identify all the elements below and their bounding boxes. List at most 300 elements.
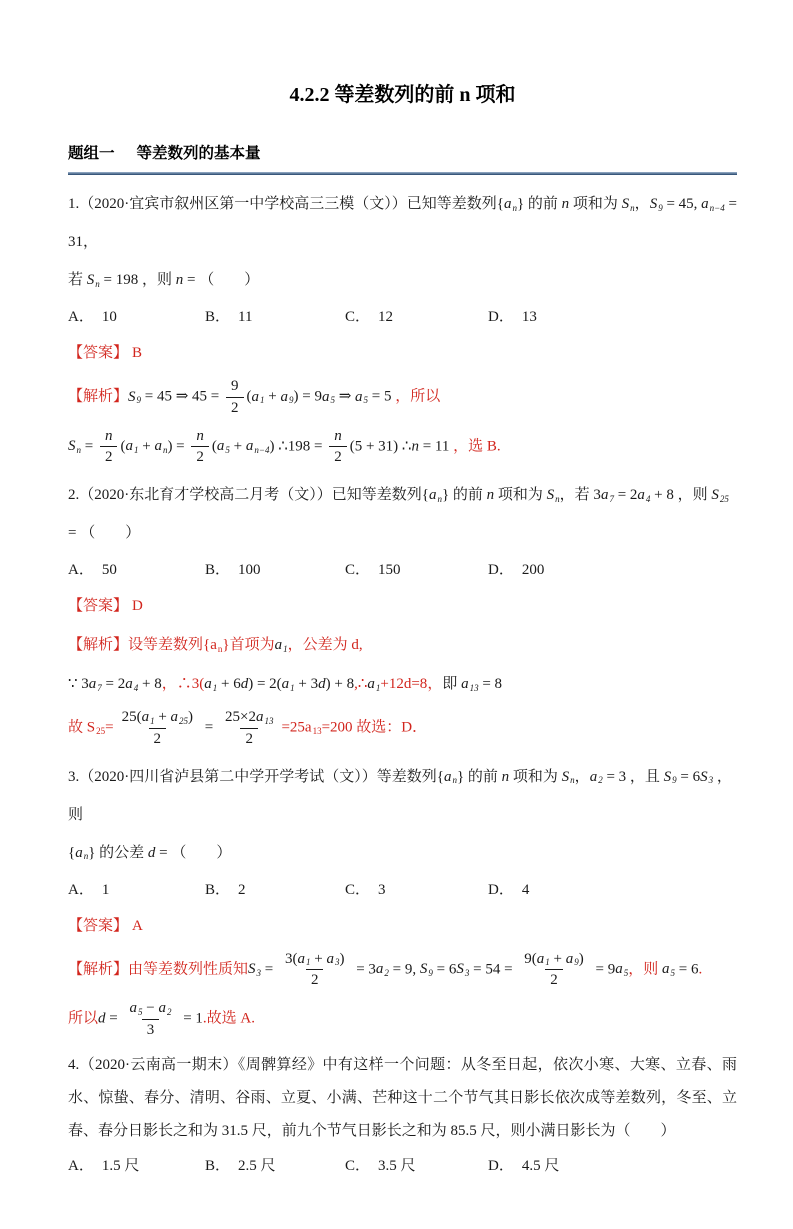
option-label: C．	[345, 562, 371, 578]
subscript: 3	[256, 967, 262, 978]
option-B	[205, 552, 345, 589]
text-run: ) + 8	[325, 676, 355, 692]
text-run: =200 故选：D．	[321, 719, 428, 736]
section-header	[68, 141, 737, 163]
text-run: 9(	[524, 950, 537, 967]
option-C	[345, 299, 488, 336]
text-run: $S_9$	[663, 768, 677, 786]
text-run: + 6	[217, 676, 241, 692]
analysis-line	[68, 427, 737, 468]
text-run: (5 + 31) ∴	[349, 438, 412, 455]
fraction-numerator	[280, 950, 349, 970]
text-run: $a_1$	[536, 950, 550, 968]
text-run: $a_5$	[321, 388, 335, 406]
problem-1	[68, 185, 737, 467]
text-run: 2.（2020·东北育才学校高二月考（文））已知等差数列{	[68, 487, 429, 503]
subscript: 2	[166, 1006, 172, 1017]
fraction-denominator	[329, 446, 347, 467]
subscript: 1	[133, 444, 139, 455]
text-run: $a_1$	[125, 438, 139, 455]
text-run: ，	[427, 676, 443, 692]
subscript: 9	[658, 202, 663, 213]
text-run: ，公差为 d,	[287, 637, 363, 653]
text-run: n	[175, 272, 184, 288]
subscript: 13	[469, 682, 479, 693]
text-run: $a_2$	[158, 1000, 172, 1017]
analysis-line	[68, 669, 737, 699]
subscript: 1	[260, 395, 265, 406]
option-B	[205, 872, 345, 909]
text-run: $a_5$	[129, 1000, 143, 1017]
answer-line	[68, 909, 737, 943]
text-run: ∵ 3	[68, 676, 89, 692]
subscript: 9	[288, 395, 294, 406]
text-run: $a_1$	[274, 637, 288, 654]
text-run: =25a	[281, 719, 312, 736]
text-run: $a_n$	[154, 438, 168, 455]
text-run: $S_3$	[700, 768, 714, 786]
subscript: 25	[179, 715, 189, 726]
option-D	[488, 552, 737, 589]
option-value: 4.5 尺	[521, 1157, 560, 1174]
answer-line	[68, 336, 737, 370]
text-run: 3.（2020·四川省泸县第二中学开学考试（文））等差数列{	[68, 768, 444, 785]
text-run: (	[211, 438, 217, 455]
text-run: $a_5$	[658, 961, 675, 978]
subscript: 1	[290, 682, 295, 693]
subscript: n	[512, 202, 517, 213]
text-run: ⇒	[334, 388, 356, 405]
text-run: 25×2	[225, 709, 256, 725]
option-A	[68, 552, 205, 589]
text-run: +	[154, 709, 171, 725]
subscript: 5	[670, 967, 675, 978]
text-run: =	[81, 438, 97, 455]
text-run: +12d=8	[380, 676, 428, 692]
text-run: + 8	[138, 676, 162, 692]
text-run: n	[501, 768, 510, 785]
subscript: n	[437, 493, 442, 504]
text-run: =	[105, 719, 114, 736]
answer-line	[68, 589, 737, 623]
answer-value: D	[132, 598, 143, 614]
option-label: A．	[68, 309, 94, 325]
options-row	[68, 872, 737, 909]
text-run: 2	[245, 730, 253, 747]
fraction-numerator	[329, 427, 347, 447]
subscript: 2	[598, 775, 603, 786]
text-run: d	[98, 1010, 106, 1027]
text-run: = 198 ，则	[99, 272, 176, 288]
text-run: $S_n$	[86, 272, 100, 289]
text-run: $a_{13}$	[255, 709, 274, 726]
option-label: C．	[345, 309, 371, 325]
option-label: B．	[205, 1157, 231, 1174]
text-run: $a_4$	[125, 676, 139, 693]
text-run: n	[561, 196, 570, 212]
subscript: 3	[464, 967, 470, 978]
subscript: 13	[264, 715, 274, 726]
text-run: = 5	[368, 388, 392, 405]
text-run: ，则	[628, 961, 659, 978]
text-run: 2	[310, 972, 319, 989]
text-run: 25(	[121, 709, 142, 725]
text-run: 2	[550, 972, 558, 989]
option-value: 1	[101, 881, 110, 898]
text-run: =	[261, 961, 277, 978]
text-run: 2	[334, 449, 342, 466]
text-run: = 3 ，且	[602, 768, 664, 785]
subscript: n	[95, 278, 100, 289]
text-run: = 11	[418, 438, 450, 455]
subscript: 5	[137, 1006, 143, 1017]
text-run: $a_1$	[367, 676, 381, 693]
option-A	[68, 872, 205, 909]
text-run: $S_9$	[128, 388, 142, 406]
text-run: }首项为	[222, 637, 275, 653]
fraction-denominator	[545, 969, 563, 990]
option-D	[488, 872, 737, 909]
subscript: 5	[330, 395, 335, 406]
text-run: $a_5$	[216, 438, 230, 455]
option-label: D．	[488, 309, 514, 325]
option-D	[488, 1148, 737, 1185]
text-run: 【解析】设等差数列{	[68, 637, 211, 653]
text-run: $a_9$	[280, 388, 294, 406]
answer-tag: 【答案】	[68, 917, 129, 934]
fraction-denominator	[306, 969, 324, 990]
text-run: ，所以	[391, 388, 441, 405]
text-run: +	[549, 950, 566, 967]
answer-tag: 【答案】	[68, 345, 129, 361]
text-run: $S_3$	[456, 961, 470, 978]
text-run: $a_5$	[355, 388, 369, 406]
answer-value: A	[132, 917, 143, 934]
text-run: ,∴	[354, 676, 368, 692]
text-run: = 45 ⇒ 45 =	[141, 388, 224, 405]
fraction	[329, 427, 347, 468]
fraction-denominator	[149, 728, 167, 749]
text-run: } 的前	[456, 768, 502, 785]
text-run: $a_4$	[637, 487, 651, 504]
subscript: 5	[363, 395, 369, 406]
subscript: n	[83, 851, 89, 862]
text-run: 项和为	[509, 768, 562, 785]
text-run: = 6	[676, 768, 701, 785]
fraction-denominator	[191, 446, 209, 467]
text-run: $a_9$	[565, 950, 579, 968]
text-run: )	[188, 709, 194, 725]
option-label: D．	[488, 1157, 514, 1174]
text-run: n	[334, 427, 342, 444]
text-run: .故选 A.	[202, 1010, 256, 1027]
text-run: n	[196, 427, 204, 444]
analysis-line	[68, 630, 737, 660]
text-run: = 2	[613, 487, 638, 503]
text-run: = 1	[179, 1010, 203, 1027]
text-run: = 45,	[662, 196, 702, 212]
text-run: = 31，	[68, 196, 737, 250]
text-run: = 9,	[388, 961, 420, 978]
subscript: 1	[375, 682, 381, 693]
subscript: n−4	[254, 444, 270, 455]
option-label: B．	[205, 309, 231, 325]
text-run: $a_n$	[443, 768, 457, 786]
text-run: ，∴3(	[161, 676, 205, 692]
text-run: $S_n$	[68, 438, 81, 455]
option-value: 3.5 尺	[378, 1157, 416, 1174]
subscript: 3	[708, 775, 714, 786]
text-run: 2	[196, 449, 204, 466]
analysis-line	[68, 999, 737, 1040]
text-run: $S_9$	[649, 196, 663, 213]
text-run: 若	[68, 272, 87, 288]
text-run: + 8 ，则	[650, 487, 712, 503]
problem-stem-line	[68, 758, 737, 834]
problem-stem-line	[68, 1049, 737, 1148]
text-run: $S_n$	[561, 768, 575, 786]
option-value: 4	[521, 881, 530, 898]
text-run: −	[142, 1000, 159, 1016]
option-label: A．	[68, 881, 94, 898]
page-title: 4.2.2 等差数列的前 n 项和	[289, 84, 516, 106]
text-run: (	[246, 388, 252, 405]
fraction-numerator	[100, 427, 118, 447]
subscript: 25	[719, 493, 729, 504]
problem-4	[68, 1049, 737, 1185]
fraction	[124, 999, 176, 1040]
option-value: 10	[101, 309, 117, 325]
fraction-numerator	[117, 708, 198, 728]
options-row	[68, 1148, 737, 1185]
subscript: 4	[133, 682, 139, 693]
subscript: 9	[672, 775, 677, 786]
option-value: 2.5 尺	[238, 1157, 276, 1174]
text-run: $a_1$	[297, 950, 311, 968]
option-label: D．	[488, 562, 514, 578]
text-run: 即	[442, 676, 462, 692]
option-value: 12	[378, 309, 394, 325]
option-value: 3	[378, 881, 386, 898]
fraction-numerator	[519, 950, 588, 970]
fraction-denominator	[142, 1019, 160, 1040]
text-run: $a_{n-4}$	[701, 196, 725, 213]
fraction-numerator	[226, 377, 244, 397]
text-run: $a_n$	[503, 196, 517, 213]
option-C	[345, 552, 488, 589]
text-run: 项和为	[494, 487, 547, 503]
option-label: B．	[205, 881, 231, 898]
option-value: 13	[521, 309, 537, 325]
text-run: = 6	[674, 961, 699, 978]
option-value: 100	[238, 562, 261, 578]
text-run: 2	[231, 399, 239, 416]
analysis-line	[68, 950, 737, 991]
text-run: =	[105, 1010, 122, 1027]
text-run: 9	[231, 378, 239, 394]
text-run: = 3	[352, 961, 376, 978]
text-run: d	[147, 844, 156, 861]
text-run: 项和为	[569, 196, 622, 212]
option-value: 200	[521, 562, 545, 578]
text-run: ，	[634, 196, 650, 212]
fraction-denominator	[240, 728, 258, 749]
problems-container	[68, 185, 737, 1185]
text-run: = （ ）	[68, 525, 141, 541]
subscript: n	[76, 444, 81, 455]
text-run: 【解析】由等差数列性质知	[68, 961, 249, 978]
text-run: (	[120, 438, 126, 455]
option-label: C．	[345, 881, 371, 898]
text-run: 2	[153, 730, 162, 747]
option-value: 50	[101, 562, 117, 578]
text-run: +	[138, 438, 155, 455]
section-title: 等差数列的基本量	[136, 145, 261, 162]
subscript: n	[630, 202, 635, 213]
option-A	[68, 299, 205, 336]
text-run: $S_n$	[621, 196, 635, 213]
fraction-numerator	[220, 708, 278, 728]
text-run: .	[698, 961, 703, 978]
text-run: 3	[146, 1021, 155, 1038]
text-run: $a_2$	[589, 768, 603, 786]
text-run: = （ ）	[183, 272, 260, 288]
analysis-line	[68, 377, 737, 418]
text-run: $a_n$	[210, 637, 223, 654]
text-run: ) = 9	[293, 388, 322, 405]
option-D	[488, 299, 737, 336]
text-run: = 6	[432, 961, 457, 978]
subscript: 1	[545, 957, 550, 968]
text-run: = 8	[478, 676, 503, 692]
text-run: = （ ）	[155, 844, 232, 861]
text-run: ) =	[167, 438, 189, 455]
text-run: ，则	[68, 768, 732, 823]
text-run: } 的前	[441, 487, 487, 503]
subscript: n	[570, 775, 575, 786]
text-run: = 9	[591, 961, 616, 978]
subscript: 1	[212, 682, 218, 693]
text-run: +	[264, 388, 281, 405]
text-run: $a_2$	[375, 961, 389, 978]
text-run: } 的前	[516, 196, 562, 212]
option-label: B．	[205, 562, 231, 578]
text-run: d	[240, 676, 249, 692]
subscript: 2	[384, 967, 389, 978]
text-run: $a_3$	[326, 950, 340, 968]
text-run	[312, 720, 322, 736]
text-run: $a_n$	[75, 844, 89, 862]
fraction	[191, 427, 209, 468]
text-run: {	[68, 844, 76, 861]
fraction	[220, 708, 278, 749]
subscript: 7	[97, 682, 102, 693]
fraction-numerator	[124, 999, 176, 1019]
text-run: n	[411, 438, 419, 455]
fraction	[280, 950, 349, 991]
subscript: 25	[96, 726, 106, 737]
text-run: 2	[104, 449, 113, 466]
options-row	[68, 299, 737, 336]
answer-value: B	[132, 345, 143, 361]
option-value: 1.5 尺	[101, 1157, 140, 1174]
section-label: 题组一	[68, 145, 115, 162]
problem-2	[68, 476, 737, 749]
subscript: 3	[334, 957, 340, 968]
options-row	[68, 552, 737, 589]
fraction-numerator	[191, 427, 209, 447]
subscript: 1	[305, 957, 311, 968]
fraction	[117, 708, 198, 749]
text-run: 4.（2020·云南高一期末）《周髀算经》中有这样一个问题：从冬至日起，依次小寒、大寒、立春、雨水、惊蛰、春分、清明、谷雨、立夏、小满、芒种这十二个节气其日影长依次成等差数列，冬至、立春、春分日影长之和为 31.5 尺，前九个节气日影长之和为 85.5 尺，则小满日影长为（ ）	[68, 1056, 737, 1139]
subscript: n	[452, 775, 457, 786]
option-C	[345, 1148, 488, 1185]
text-run: $a_{25}$	[170, 709, 189, 726]
text-run: 3(	[284, 950, 298, 967]
text-run: $a_1$	[141, 709, 155, 726]
text-run: ，选 B.	[449, 438, 501, 455]
subscript: n	[162, 444, 168, 455]
option-value: 11	[238, 309, 253, 325]
text-run: $a_1$	[251, 388, 265, 406]
fraction	[226, 377, 244, 418]
text-run: 【解析】	[68, 388, 129, 405]
subscript: 7	[609, 493, 614, 504]
fraction-denominator	[226, 397, 244, 418]
problem-stem-line	[68, 261, 737, 299]
fraction-denominator	[100, 446, 118, 467]
problem-stem-line	[68, 185, 737, 261]
problem-3	[68, 758, 737, 1040]
text-run: d	[318, 676, 326, 692]
problem-stem-line	[68, 834, 737, 872]
text-run: $a_1$	[204, 676, 218, 693]
option-A	[68, 1148, 205, 1185]
subscript: 5	[623, 967, 629, 978]
text-run: $a_{13}$	[461, 676, 479, 693]
text-run: $a_{n-4}$	[245, 438, 270, 455]
option-C	[345, 872, 488, 909]
text-run: } 的公差	[88, 844, 148, 861]
subscript: n−4	[709, 202, 725, 213]
section-divider	[68, 172, 737, 175]
subscript: 9	[136, 395, 142, 406]
text-run: n	[104, 427, 113, 444]
subscript: 1	[150, 715, 155, 726]
text-run: 1.（2020·宜宾市叙州区第一中学校高三三模（文））已知等差数列{	[68, 196, 504, 212]
problem-stem-line	[68, 476, 737, 552]
text-run: + 3	[294, 676, 319, 692]
subscript: 9	[574, 957, 579, 968]
text-run: n	[486, 487, 495, 503]
text-run	[95, 720, 105, 736]
text-run: +	[310, 950, 327, 967]
subscript: 1	[283, 643, 288, 654]
option-B	[205, 299, 345, 336]
text-run: $a_5$	[615, 961, 629, 978]
text-run: )	[339, 950, 345, 967]
text-run: ) ∴198 =	[269, 438, 327, 455]
text-run: +	[229, 438, 246, 455]
text-run: 故 S	[68, 719, 96, 736]
text-run: ) = 2(	[248, 676, 282, 692]
fraction	[100, 427, 118, 468]
text-run: $a_7$	[88, 676, 102, 693]
text-run: $S_3$	[248, 961, 262, 978]
text-run: )	[578, 950, 584, 967]
text-run: $a_7$	[600, 487, 614, 504]
text-run: $S_9$	[419, 961, 433, 978]
